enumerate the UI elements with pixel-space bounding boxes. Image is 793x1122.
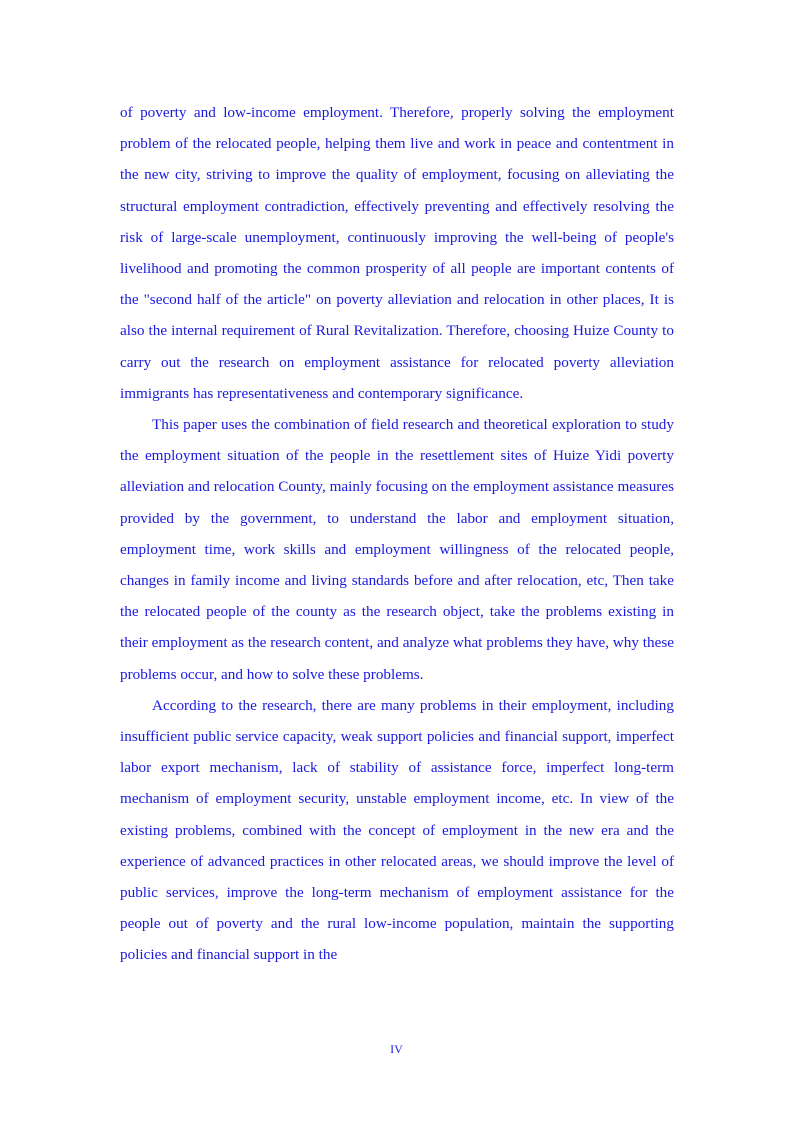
paragraph-methodology: This paper uses the combination of field research and theoretical exploration to study the employment situation of the people in the resettlement sites of Huize Yidi poverty alleviation and relocation County, mainly focusing on the employment assistance measures provided by the government, to understand the labor and employment situation, employment time, work skills and employment willingness of the relocated people, changes in family income and living standards before and after relocation, etc, Then take the relocated people of the county as the research object, take the problems existing in their employment as the research content, and analyze what problems they have, why these problems occur, and how to solve these problems. bbox=[120, 416, 674, 683]
body-text bbox=[120, 97, 674, 971]
paragraph-continuation: of poverty and low-income employment. Therefore, properly solving the employment problem of the relocated people, helping them live and work in peace and contentment in the new city, striving to improve the quality of employment, focusing on alleviating the structural employment contradiction, effectively preventing and effectively resolving the risk of large-scale unemployment, continuously improving the well-being of people's livelihood and promoting the common prosperity of all people are important contents of the "second half of the article" on poverty alleviation and relocation in other places, It is also the internal requirement of Rural Revitalization. Therefore, choosing Huize County to carry out the research on employment assistance for relocated poverty alleviation immigrants has representativeness and contemporary significance. bbox=[120, 104, 674, 402]
paragraph-findings: According to the research, there are many problems in their employment, including insufficient public service capacity, weak support policies and financial support, imperfect labor export mechanism, lack of stability of assistance force, imperfect long-term mechanism of employment security, unstable employment income, etc. In view of the existing problems, combined with the concept of employment in the new era and the experience of advanced practices in other relocated areas, we should improve the level of public services, improve the long-term mechanism of employment assistance for the people out of poverty and the rural low-income population, maintain the supporting policies and financial support in the bbox=[120, 696, 674, 964]
page-number: IV bbox=[390, 1042, 403, 1056]
